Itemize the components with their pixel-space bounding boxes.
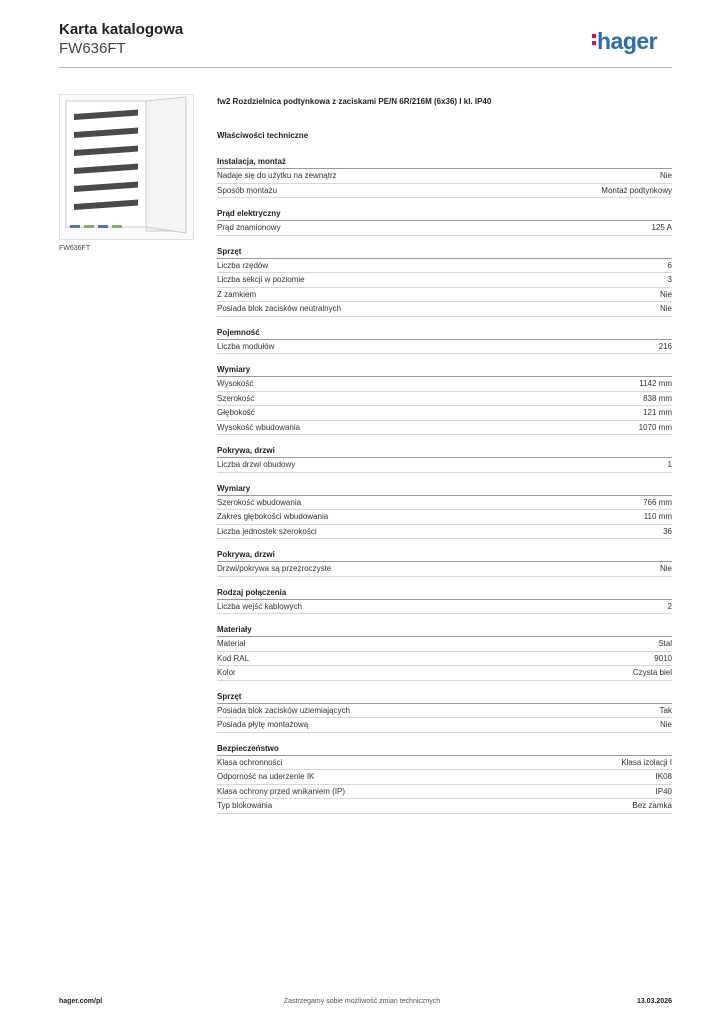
spec-row (217, 302, 672, 317)
spec-label: Wysokość wbudowania (217, 422, 301, 432)
spec-group-heading: Sprzęt (217, 690, 672, 704)
spec-row (217, 259, 672, 274)
spec-row (217, 169, 672, 184)
spec-value: Czysta biel (632, 668, 672, 677)
spec-label: Kod RAL (217, 653, 250, 663)
spec-row (217, 637, 672, 652)
spec-row (217, 392, 672, 407)
spec-label: Liczba wejść kablowych (217, 601, 302, 611)
spec-row (217, 458, 672, 473)
section-subtitle: Właściwości techniczne (217, 131, 309, 140)
spec-value: 1070 mm (638, 422, 672, 432)
spec-row (217, 184, 672, 199)
spec-value: Nie (659, 289, 672, 299)
spec-group-heading: Pokrywa, drzwi (217, 444, 672, 458)
spec-group-heading: Sprzęt (217, 245, 672, 259)
spec-value: 6 (667, 260, 672, 270)
spec-label: Liczba drzwi obudowy (217, 460, 296, 469)
spec-label: Zakres głębokości wbudowania (217, 512, 329, 521)
spec-label: Nadaje się do użytku na zewnątrz (217, 171, 337, 180)
spec-group-heading: Wymiary (217, 482, 672, 496)
spec-value: 766 mm (643, 497, 672, 507)
spec-group-heading: Materiały (217, 623, 672, 637)
spec-value: 216 (658, 341, 672, 351)
logo-mark-icon (592, 34, 596, 48)
footer-note: Zastrzegamy sobie możliwość zmian technicznych (283, 998, 441, 1005)
spec-label: Szerokość (217, 393, 255, 403)
document-title: fw2 Rozdzielnica podtynkowa z zaciskami PE/N 6R/216M (6x36) I kl. IP40 (217, 97, 492, 106)
spec-group-heading: Pojemność (217, 326, 672, 340)
spec-value: Nie (659, 304, 672, 313)
spec-label: Odporność na uderzenie IK (217, 772, 315, 781)
spec-row (217, 377, 672, 392)
spec-label: Klasa ochrony przed wnikaniem (IP) (217, 786, 346, 796)
spec-row (217, 600, 672, 615)
product-image (59, 94, 194, 240)
spec-label: Liczba jednostek szerokości (217, 526, 317, 536)
header-divider (59, 67, 672, 68)
spec-row (217, 221, 672, 236)
spec-label: Klasa ochronności (217, 757, 283, 767)
spec-value: IP40 (655, 786, 672, 796)
enclosure-picture-icon (60, 95, 193, 239)
spec-label: Liczba rzędów (217, 260, 269, 270)
spec-label: Wysokość (217, 379, 254, 388)
product-code: FW636FT (59, 40, 126, 57)
spec-row (217, 406, 672, 421)
spec-row (217, 770, 672, 785)
spec-row (217, 666, 672, 681)
spec-value: 9010 (654, 653, 672, 663)
spec-row (217, 756, 672, 771)
spec-value: 110 mm (643, 512, 672, 521)
spec-value: Bez zamka (632, 801, 672, 810)
spec-row (217, 799, 672, 814)
spec-group-heading: Bezpieczeństwo (217, 742, 672, 756)
spec-row (217, 288, 672, 303)
image-caption: FW636FT (59, 245, 91, 252)
spec-label: Posiada blok zacisków neutralnych (217, 304, 342, 313)
spec-row (217, 652, 672, 667)
spec-label: Z zamkiem (217, 289, 257, 299)
spec-value: 121 mm (643, 408, 672, 417)
spec-label: Szerokość wbudowania (217, 497, 302, 507)
spec-label: Posiada płytę montażową (217, 720, 309, 729)
spec-value: IK08 (655, 772, 672, 781)
spec-value: 838 mm (643, 393, 672, 403)
spec-value: Nie (659, 720, 672, 729)
spec-label: Prąd znamionowy (217, 223, 281, 232)
spec-row (217, 718, 672, 733)
logo-text: hager (597, 28, 658, 54)
spec-value: Tak (659, 705, 672, 715)
spec-label: Liczba modułów (217, 341, 275, 351)
spec-group-heading: Prąd elektryczny (217, 207, 672, 221)
spec-label: Głębokość (217, 408, 255, 417)
spec-label: Typ blokowania (217, 801, 273, 810)
spec-row (217, 273, 672, 288)
spec-value: Nie (659, 564, 672, 573)
spec-label: Materiał (217, 639, 246, 648)
spec-label: Drzwi/pokrywa są przezroczyste (217, 564, 332, 573)
spec-value: Stal (658, 639, 672, 648)
spec-row (217, 510, 672, 525)
spec-table (217, 146, 672, 814)
spec-row (217, 525, 672, 540)
spec-value: 1 (667, 460, 672, 469)
spec-label: Liczba sekcji w poziomie (217, 275, 305, 284)
spec-value: 125 A (651, 223, 672, 232)
spec-value: Klasa izolacji I (621, 757, 672, 767)
page-title: Karta katalogowa (59, 21, 184, 38)
spec-row (217, 340, 672, 355)
spec-row (217, 496, 672, 511)
spec-value: 2 (667, 601, 672, 611)
spec-row (217, 421, 672, 436)
spec-group-heading: Instalacja, montaż (217, 155, 672, 169)
spec-group-heading: Rodzaj połączenia (217, 586, 672, 600)
spec-label: Kolor (217, 668, 236, 677)
spec-group-heading: Pokrywa, drzwi (217, 548, 672, 562)
spec-group-heading: Wymiary (217, 363, 672, 377)
footer-site[interactable]: hager.com/pl (59, 998, 103, 1005)
spec-row (217, 785, 672, 800)
spec-value: 3 (667, 275, 672, 284)
spec-row (217, 562, 672, 577)
spec-row (217, 704, 672, 719)
spec-value: Nie (659, 171, 672, 180)
spec-label: Posiada blok zacisków uziemiających (217, 705, 350, 715)
footer-date: 13.03.2026 (636, 998, 672, 1005)
spec-value: Montaż podtynkowy (601, 185, 672, 195)
hager-logo[interactable] (592, 28, 657, 55)
spec-value: 36 (663, 526, 672, 536)
spec-value: 1142 mm (639, 379, 672, 388)
spec-label: Sposób montażu (217, 185, 278, 195)
